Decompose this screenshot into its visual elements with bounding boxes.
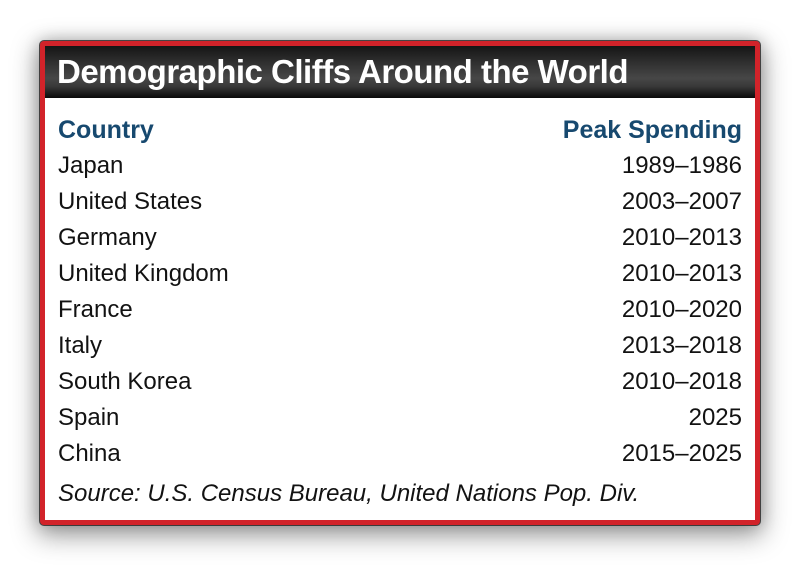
peak-cell: 2010–2020 — [621, 296, 742, 323]
country-cell: France — [58, 296, 133, 323]
table-row — [58, 436, 742, 472]
country-cell: South Korea — [58, 368, 192, 395]
source-note: Source: U.S. Census Bureau, United Nations Pop. Div. — [58, 480, 640, 507]
column-header-country: Country — [58, 115, 154, 144]
peak-cell: 1989–1986 — [621, 152, 742, 179]
peak-cell: 2010–2013 — [621, 260, 742, 287]
table-row — [58, 364, 742, 400]
country-cell: Spain — [58, 404, 120, 431]
country-cell: United Kingdom — [58, 260, 229, 287]
table — [45, 98, 755, 520]
peak-cell: 2003–2007 — [621, 188, 742, 215]
table-row — [58, 256, 742, 292]
table-row — [58, 400, 742, 436]
country-cell: United States — [58, 188, 203, 215]
page-title: Demographic Cliffs Around the World — [57, 53, 629, 90]
country-cell: Germany — [58, 224, 157, 251]
table-row — [58, 328, 742, 364]
peak-cell: 2013–2018 — [621, 332, 742, 359]
table-header-row — [58, 112, 742, 148]
column-header-peak-spending: Peak Spending — [562, 115, 742, 144]
peak-cell: 2025 — [688, 404, 742, 431]
table-row — [58, 220, 742, 256]
demographic-cliffs-card — [40, 41, 760, 525]
table-row — [58, 148, 742, 184]
title-bar — [45, 46, 755, 98]
peak-cell: 2010–2018 — [621, 368, 742, 395]
country-cell: Italy — [58, 332, 103, 359]
table-row — [58, 292, 742, 328]
table-row — [58, 184, 742, 220]
country-cell: Japan — [58, 152, 124, 179]
peak-cell: 2015–2025 — [621, 440, 742, 467]
country-cell: China — [58, 440, 121, 467]
peak-cell: 2010–2013 — [621, 224, 742, 251]
